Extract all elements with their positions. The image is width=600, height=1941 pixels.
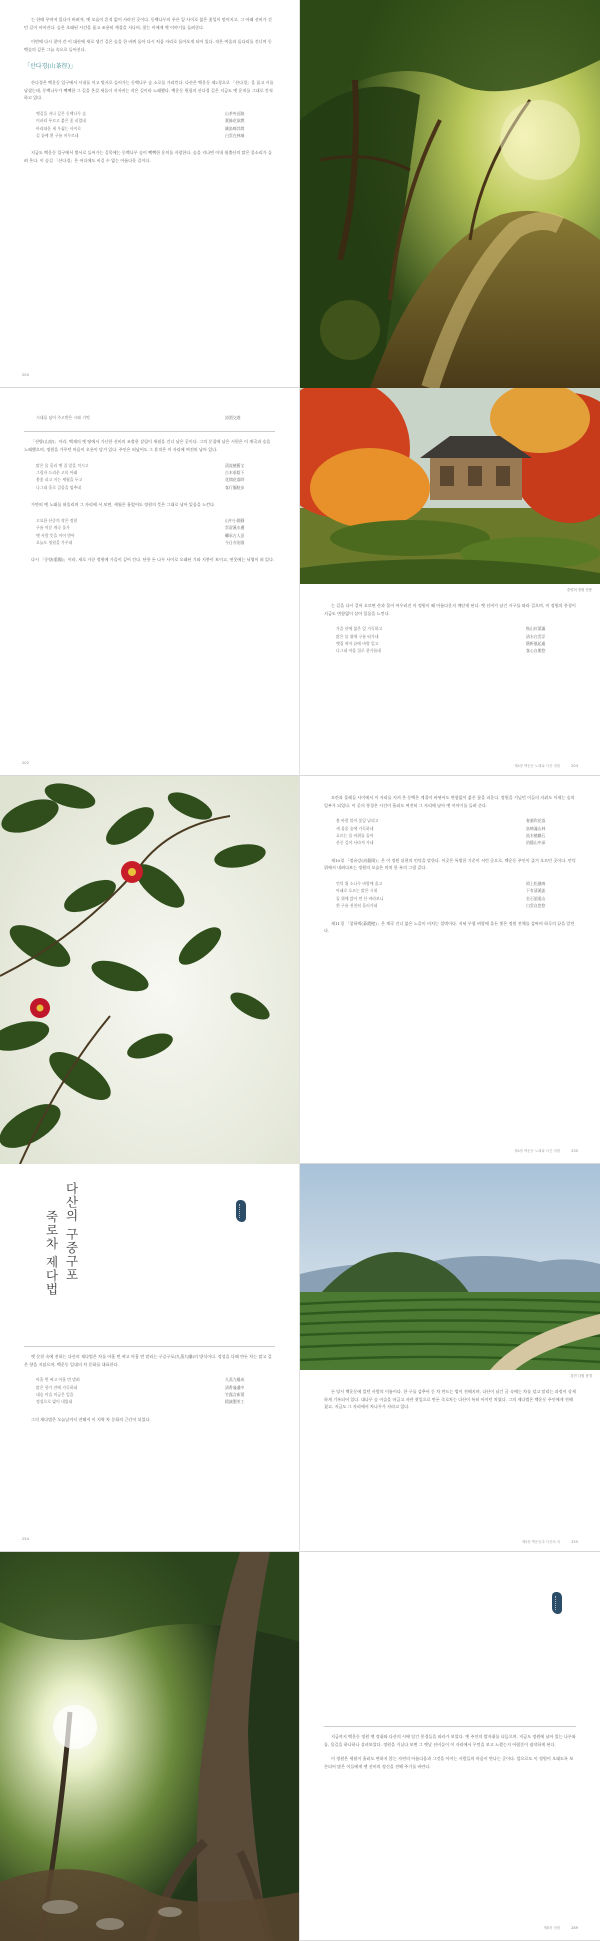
poem-block (36, 110, 275, 140)
running-head: 제5장 백운동과 다산의 차 (521, 1540, 560, 1544)
poem-line: 고요한 산중의 작은 정원 山中小園靜 (36, 517, 245, 523)
page-203 (300, 388, 600, 776)
seal-icon (552, 1592, 562, 1614)
spread-4 (0, 1164, 600, 1552)
page-204 (0, 0, 300, 388)
poem-block (336, 625, 576, 655)
spread-3 (0, 776, 600, 1164)
poem-line: 맑은 향기 잔에 가득하네 淸香滿盞中 (36, 1384, 245, 1390)
poem-line: 옛집 처마 끝에 바람 일고 舊軒風起處 (336, 641, 546, 646)
body-paragraph: 그의 제다법은 오늘날까지 전해져 이 지역 차 문화의 근간이 되었다. (31, 1416, 151, 1422)
body-paragraph: 는 한때 꾸며져 있다가 버려져, 옛 모습이 흔적 없이 사라진 곳이다. 동백나무의 푸른 잎 사이로 붉은 꽃잎이 떨어지고, 그 아래 선비가 걷던 길이 이어진다. 숲은 오래된 시간을 품고 조용히 계절을 지나며, 찾는 이에게 옛 이야기를 들려준다. (24, 17, 272, 30)
divider (24, 1346, 275, 1347)
page-number: 204 (22, 373, 29, 378)
body-paragraph: 지금까지 백운동 정원 옛 정취와 다산의 시에 담긴 풍경들을 따라가 보았다. 옛 주인의 발자취를 더듬으며, 지금도 정원에 남아 있는 나무와 돌, 물길을 하나하나 살펴보았다. 정원을 거닐다 보면 그 옛날 선비들이 이 자리에서 무엇을 보고 느꼈는지 어렴풋이 짐작하게 된다. (324, 1734, 576, 1747)
poem-line: 흰 구름 천천히 흘러가네 白雲自悠悠 (336, 903, 546, 909)
poem-block (36, 517, 275, 547)
page-number: 202 (22, 761, 29, 766)
spread-2 (0, 388, 600, 776)
poem-line: 봄꽃 피고 지는 세월을 두고 花開花落時 (36, 477, 245, 483)
poem-line: 아홉 번 찌고 아홉 번 말려 九蒸九曝成 (36, 1377, 245, 1383)
running-head: 제6장 정원 (543, 1926, 560, 1931)
poem-line: 새 울음 숲에 가득하네 鳥啼滿山林 (336, 825, 546, 831)
photo-green-tea-field (300, 1164, 600, 1370)
poem-line: 정성으로 빚어 내었네 精誠製茶工 (36, 1399, 245, 1405)
poem-line: 흐르는 물 바위를 돌아 流水繞巖石 (336, 833, 546, 838)
poem-block (36, 1376, 275, 1406)
page-254-text (24, 1342, 275, 1430)
poem-line: 시대를 넘어 주고받은 시와 기억 詩酒交遊 (36, 415, 241, 420)
page-203-text (300, 592, 600, 655)
page-255-text (300, 1378, 600, 1411)
spread-1 (0, 0, 600, 388)
photo-caption: 중양의 정원 단풍 (566, 588, 592, 592)
photo-autumn-maple-hanok (300, 388, 600, 584)
poem-block (336, 817, 576, 847)
poem-line: 산중 깊이 사라져 가네 消隱山中深 (336, 840, 546, 846)
body-paragraph: 지금도 백운동 입구에서 별서로 들어가는 길목에는 동백나무 숲이 빽빽한 운치를 자랑한다. 숲을 지나면 이내 월출산의 맑은 물소리가 들려 온다. 이 숲길 「산다경」은 어디에도 비길 수 없는 아름다운 길이다. (24, 150, 272, 163)
running-head: 제4장 백운동 노래와 다산 정원 (514, 764, 560, 768)
body-paragraph: 이번에 다시 찾아 간 이 대산에 새로 생긴 길은 숲을 한 바퀴 돌아 다시 처음 자리로 돌아오게 되어 있다. 작은 여울과 돌다리를 건너며 동백숲의 깊은 그늘 속으로 들어선다. (24, 39, 272, 52)
poem-line: 그림자 드리운 고목 아래 古木垂陰下 (36, 470, 245, 475)
body-paragraph: 는 길을 다시 걸어 오르면 산과 물이 어우러진 이 정원이 왜 아름다운지 깨닫게 된다. 옛 선비가 남긴 시구를 따라 걸으며, 이 정원의 풍경이 지금도 변함없이 살아 있음을 느낀다. (324, 603, 576, 616)
page-235 (300, 776, 600, 1164)
chapter-title-line-2: 죽로차 제다법 (44, 1210, 59, 1296)
page-number: 255 (571, 1540, 578, 1544)
page-255 (300, 1164, 600, 1552)
page-number: 289 (571, 1926, 578, 1931)
page-254 (0, 1164, 300, 1552)
poem-line: 아리따운 새 우짖는 사이로 嬌鳥啼其間 (36, 125, 245, 131)
body-paragraph: 산다경은 백운동 입구에서 시내를 끼고 별서로 들어가는 동백나무 숲 소로를 가리킨다. 다산은 백운동 제2경으로 「산다경」을 꼽고 시를 남겼는데, 동백나무가 빽빽한 그 길을 온갖 새들이 지저귀는 작은 길이라 노래했다. 백운동 원림의 산다경 길은 지금도 옛 운치를 그대로 간직하고 있다. (24, 79, 274, 101)
section-heading: 「산다경(山茶徑)」 (24, 63, 77, 71)
body-paragraph: 제11경 「창하벽(蒼霞壁)」은 계곡 건너 붉은 노을이 비치는 절벽이다. 저녁 무렵 벼랑에 물든 빛은 정원 전체를 감싸며 하루의 끝을 알린다. (324, 920, 575, 934)
spread-5 (0, 1552, 600, 1941)
poem-block (336, 880, 576, 910)
poem-line: 길 끝에 흰 구름 머무르네 白雲在林端 (36, 132, 245, 138)
running-head: 제4장 백운동 노래와 다산 정원 (514, 1149, 560, 1154)
page-202 (0, 388, 300, 776)
page-number: 235 (571, 1149, 578, 1154)
photo-sunlit-forest-trunk (0, 1552, 300, 1941)
poem-line: 구름 머문 계곡 물가 雲留溪水邊 (36, 525, 245, 531)
divider (324, 1726, 576, 1727)
body-paragraph: 제10경 「정유강(貞蕤岡)」은 이 정원 뒤편의 언덕을 말한다. 이곳은 특별한 기운이 서린 곳으로, 백운동 주인이 즐겨 오르던 곳이다. 언덕 위에서 내려다보는 정원의 모습은 마치 한 폭의 그림 같다. (324, 857, 576, 871)
poem-line: 나그네 마음 절로 한가롭네 客心自閑悠 (336, 648, 546, 654)
body-paragraph: 다시 「중양(重陽)」이라, 새로 가꾼 정원에 가을이 깊어 간다. 단풍 든 나무 사이로 오래된 기와 지붕이 보이고, 연못에는 낙엽이 떠 있다. (31, 557, 275, 563)
body-paragraph: 이 정원은 세월이 흘러도 변하지 않는 자연의 아름다움과 그것을 아끼는 사람들의 마음이 만나는 곳이다. 앞으로도 이 정원이 오래도록 보존되어 많은 이들에게 옛 선비의 정신을 전해 주기를 바란다. (324, 1756, 574, 1769)
poem-line: 오늘도 정원을 가꾸네 今日亦治園 (36, 540, 245, 546)
body-paragraph: 모란과 물레들 사이에서 이 자리를 지켜 온 동백은 계절이 바뀌어도 변함없이 붉은 꽃을 피운다. 정원을 거닐던 이들의 자취도 이제는 숲의 일부가 되었다. 이 곳의 풍경은 시간이 흘러도 여전히 그 자리에 남아 옛 이야기를 들려 준다. (324, 795, 575, 808)
poem-line: 아래로 흐르는 맑은 시내 下有淸溪流 (336, 888, 546, 894)
poem-line: 맑은 물 위에 구름 떠가네 淸水白雲浮 (336, 633, 546, 639)
photo-caption: 강진 다원 풍경 (570, 1374, 592, 1378)
poem-line: 대숲 이슬 머금은 잎을 竹露含新葉 (36, 1392, 245, 1397)
page-number: 203 (571, 764, 578, 768)
poem-line: 맑은 물 흘러 옛 집 앞을 적시고 淸流繞舊宅 (36, 462, 245, 468)
body-paragraph: 가만히 옛 노래를 떠올리며 그 자리에 서 보면, 세월은 흘렀어도 정원의 뜻은 그대로 남아 있음을 느낀다. (31, 502, 216, 508)
poem-line: 돌 위에 앉아 먼 산 바라보니 坐石望遠山 (336, 895, 546, 901)
poem-line: 옛길을 지나 깊은 동백나무 숲 山茶夾徑路 (36, 110, 245, 116)
poem-line: 나그네 홀로 걸음을 멈추네 客行獨駐步 (36, 484, 245, 490)
photo-camellia-forest-path (300, 0, 600, 388)
body-paragraph: 돈 당시 백운동에 있던 사람의 이름이다. 한 구를 감추어 둔 차 만드는 법이 전해지며, 다산이 남긴 글 속에는 차를 덖고 말리는 과정이 상세하게 기록되어 있다. 대나무 숲 이슬을 머금고 자란 찻잎으로 만든 죽로차는 다산이 특히 아끼던 차였다. 그의 제다법은 백운동 주인에게 전해졌고, 지금도 그 자리에서 차나무가 자라고 있다. (324, 1389, 576, 1410)
poem-block (36, 462, 275, 492)
page-289 (300, 1552, 600, 1941)
poem-line: 봄 바람 불어 꽃잎 날리고 春風吹花落 (336, 818, 546, 824)
body-paragraph: 「산방(山房)」이라, 백제의 옛 땅에서 가난한 선비의 조촐한 살림이 세월을 건너 남은 곳이다. 그의 문집에 남은 시편은 이 계곡과 숲을 노래했으며, 정원을 가꾸던 마음이 오롯이 담겨 있다. 주인은 떠났어도 그 흔적은 이 자리에 여전히 남아 있다. (24, 439, 271, 452)
page-289-text (324, 1722, 576, 1777)
poem-line: 가을 산에 붉은 잎 가득하고 秋山紅葉滿 (336, 626, 546, 632)
photo-camellia-blossoms (0, 776, 300, 1164)
poem-line: 이파리 푸르고 붉은 꽃 피었네 葉綠花欲燃 (36, 118, 245, 124)
seal-icon (236, 1200, 246, 1222)
body-paragraph: 옛 문헌 속에 전하는 다산의 제다법은 차를 아홉 번 찌고 아홉 번 말리는 구증구포(九蒸九曝)의 방식이다. 정성을 다해 만든 차는 맑고 깊은 향을 지녔으며, 백운동 일대의 차 문화를 대표한다. (24, 1354, 272, 1367)
poem-line: 언덕 위 소나무 바람에 울고 岡上松風鳴 (336, 881, 546, 886)
poem-line: 옛 사람 뜻을 이어 받아 繼承古人意 (36, 532, 245, 538)
page-number: 254 (22, 1537, 29, 1542)
divider (24, 431, 275, 432)
chapter-title-line-1: 다산의 구중구포 (64, 1182, 79, 1282)
